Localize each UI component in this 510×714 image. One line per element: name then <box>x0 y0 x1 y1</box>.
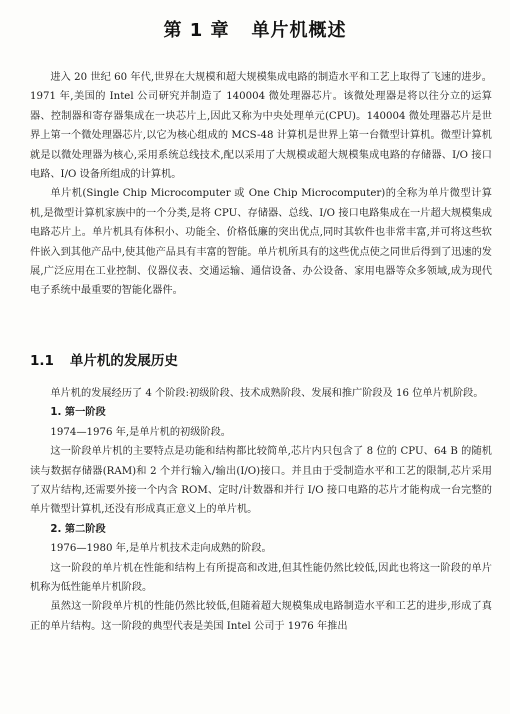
chapter-number: 第 1 章 <box>163 20 230 41</box>
stage-heading: 1. 第一阶段 <box>50 407 106 419</box>
paragraph: 单片机(Single Chip Microcomputer 或 One Chip Microcomputer)的全称为单片微型计算机,是微型计算机家族中的一个分类,是将 CPU、存储器、总线、I/O 接口电路集成在一片超大规模集成电路芯片上。单片机具有体积小、功能全、价格低廉的突出优点,同时其软件也非常丰富,并可将这些软件嵌入到其他产品中,使其他产品具有丰富的智能。单片机所具有的这些优点使之同世后得到了迅速的发展,广泛应用在工业控制、仪器仪表、交通运输、通信设备、办公设备、家用电器等众多领域,成为现代电子系统中最重要的智能化器件。 <box>30 188 492 297</box>
section-title-text: 单片机的发展历史 <box>69 353 178 369</box>
section-number: 1.1 <box>30 353 54 369</box>
paragraph: 单片机的发展经历了 4 个阶段:初级阶段、技术成熟阶段、发展和推广阶段及 16 位单片机阶段。 <box>50 388 484 399</box>
paragraph: 这一阶段的单片机在性能和结构上有所提高和改进,但其性能仍然比较低,因此也将这一阶段的单片机称为低性能单片机阶段。 <box>30 562 492 594</box>
paragraph: 进入 20 世纪 60 年代,世界在大规模和超大规模集成电路的制造水平和工艺上取得了飞速的进步。1971 年,美国的 Intel 公司研究并制造了 140004 微处理器芯片。该微处理器是将以往分立的运算器、控制器和寄存器集成在一块芯片上,因此又称为中央处理单元(CPU)。140004 微处理器芯片是世界上第一个微处理器芯片,以它为核心组成的 MCS-48 计算机是世界上第一台微型计算机。微型计算机就是以微处理器为核心,采用系统总线技术,配以采用了大规模或超大规模集成电路的存储器、I/O 接口电路、I/O 设备所组成的计算机。 <box>30 72 492 181</box>
section-heading <box>30 349 178 369</box>
paragraph: 虽然这一阶段单片机的性能仍然比较低,但随着超大规模集成电路制造水平和工艺的进步,形成了真正的单片结构。这一阶段的典型代表是美国 Intel 公司于 1976 年推出 <box>30 601 492 632</box>
paragraph: 1976—1980 年,是单片机技术走向成熟的阶段。 <box>50 543 272 555</box>
section-body <box>30 384 492 636</box>
paragraph: 这一阶段单片机的主要特点是功能和结构都比较简单,芯片内只包含了 8 位的 CPU、64 B 的随机读与数据存储器(RAM)和 2 个并行输入/输出(I/O)接口。并且由于受制造水平和工艺的限制,芯片采用了双片结构,还需要外接一个内含 ROM、定时/计数器和并行 I/O 接口电路的芯片才能构成一台完整的单片微型计算机,还没有形成真正意义上的单片机。 <box>30 446 492 516</box>
chapter-title-text: 单片机概述 <box>251 20 347 41</box>
chapter-title <box>0 16 510 42</box>
paragraph: 1974—1976 年,是单片机的初级阶段。 <box>50 426 231 438</box>
chapter-intro <box>30 68 492 301</box>
stage-heading: 2. 第二阶段 <box>50 523 106 535</box>
